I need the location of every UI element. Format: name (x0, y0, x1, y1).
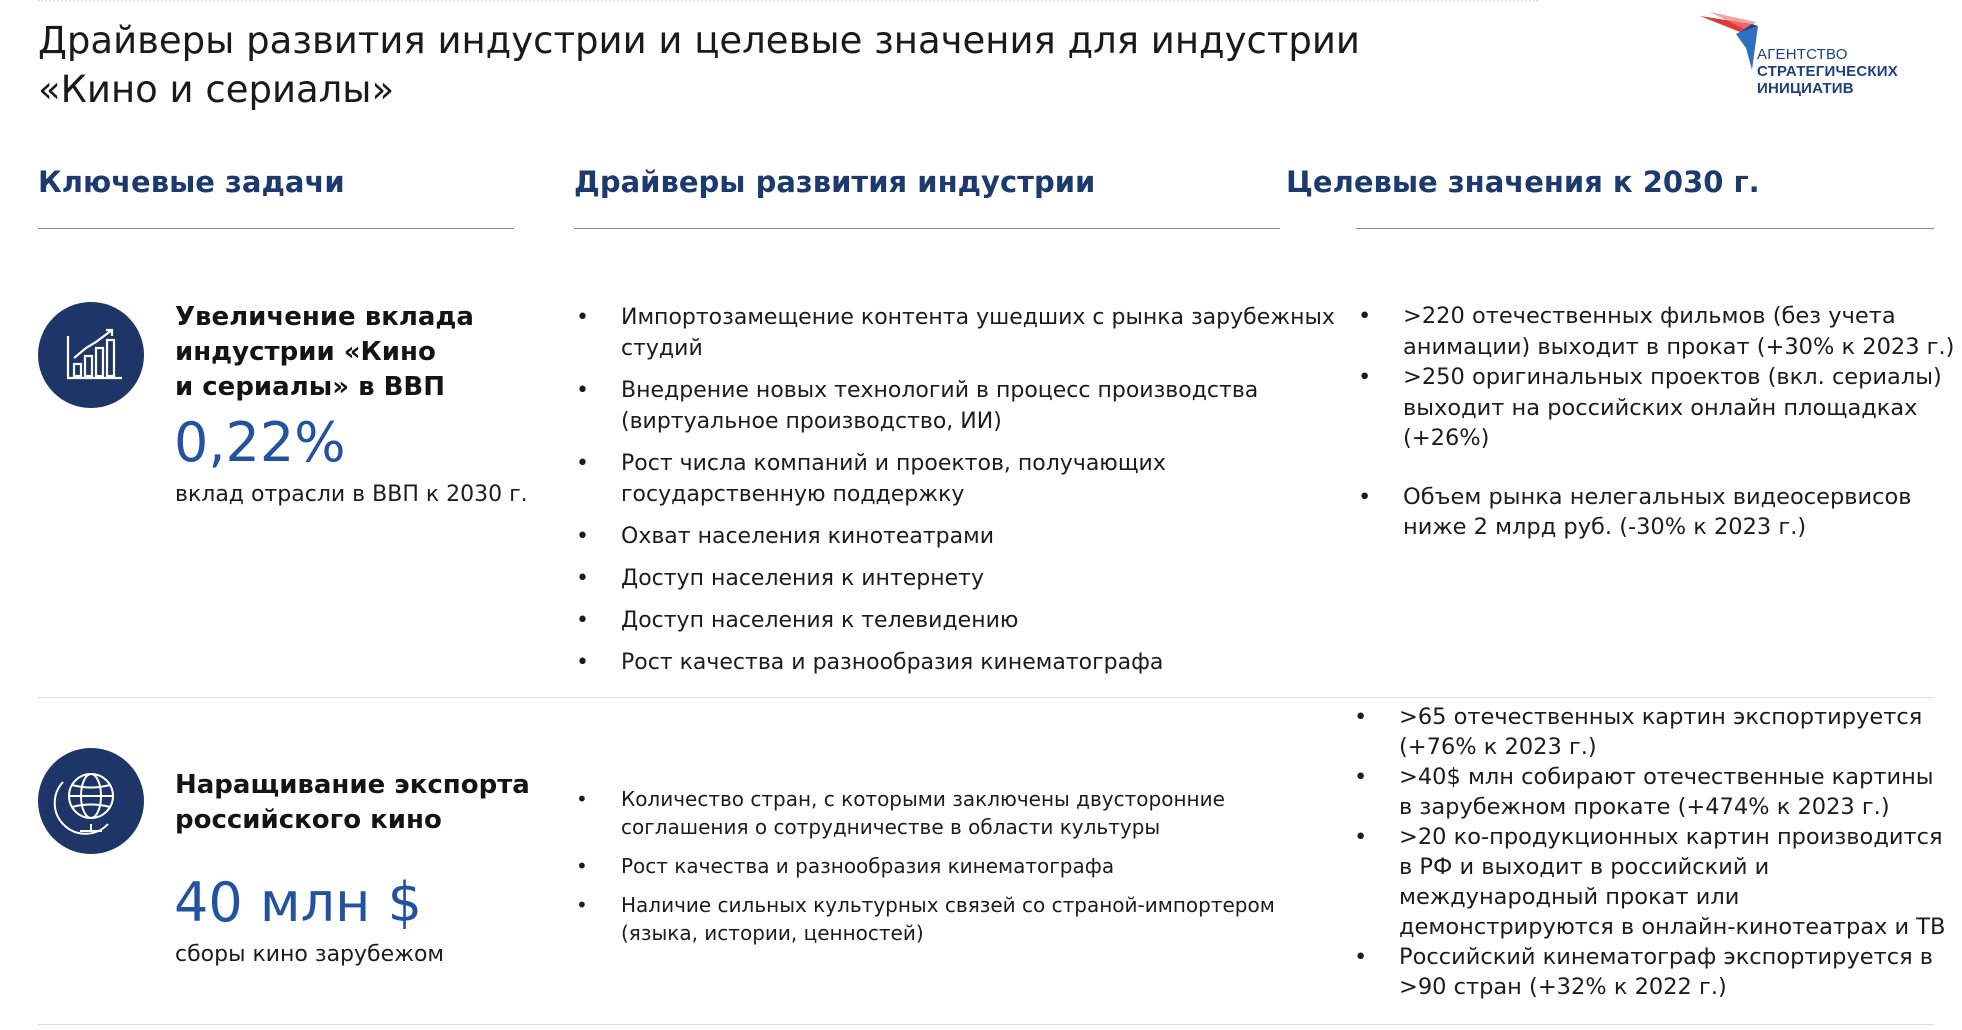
bottom-divider (38, 1024, 1934, 1025)
task-title-line: Наращивание экспорта (175, 770, 530, 800)
globe-icon (38, 748, 144, 854)
list-item: • Количество стран, с которыми заключены двусторонние соглашения о сотрудничестве в области культуры (574, 785, 1334, 841)
list-item: • Импортозамещение контента ушедших с рынка зарубежных студий (574, 302, 1344, 364)
task-title-gdp (175, 300, 474, 405)
list-item: • Внедрение новых технологий в процесс производства (виртуальное производство, ИИ) (574, 375, 1344, 437)
column-underline-targets (1356, 228, 1934, 229)
column-header-targets: Целевые значения к 2030 г. (1286, 165, 1760, 199)
list-item: • Рост числа компаний и проектов, получающих государственную поддержку (574, 448, 1344, 510)
list-item: • >220 отечественных фильмов (без учета анимации) выходит в прокат (+30% к 2023 г.) (1356, 301, 1956, 362)
task-title-line: Увеличение вклада (175, 302, 474, 332)
export-caption: сборы кино зарубежом (175, 942, 445, 967)
gdp-share-caption: вклад отрасли в ВВП к 2030 г. (175, 482, 528, 507)
task-title-export (175, 768, 530, 838)
logo-line-2: СТРАТЕГИЧЕСКИХ (1757, 63, 1898, 80)
logo-line-1: АГЕНТСТВО (1757, 46, 1848, 63)
list-item: • >65 отечественных картин экспортируется (+76% к 2023 г.) (1352, 702, 1952, 762)
list-item: • Объем рынка нелегальных видеосервисов ниже 2 млрд руб. (-30% к 2023 г.) (1356, 482, 1956, 543)
agency-logo (1700, 10, 1920, 105)
page-title-line-2: «Кино и сериалы» (38, 68, 395, 111)
list-item: • >250 оригинальных проектов (вкл. сериалы) выходит на российских онлайн площадках (+26%) (1356, 362, 1956, 454)
list-item: • Наличие сильных культурных связей со страной-импортером (языка, истории, ценностей) (574, 891, 1334, 947)
column-header-drivers: Драйверы развития индустрии (574, 165, 1096, 199)
list-item: • Охват населения кинотеатрами (574, 521, 1344, 552)
drivers-list-export (574, 785, 1334, 958)
targets-list-gdp (1356, 301, 1956, 543)
list-item: • Доступ населения к телевидению (574, 605, 1344, 636)
top-faint-line (38, 0, 1538, 6)
column-header-tasks: Ключевые задачи (38, 165, 345, 199)
list-item: • Доступ населения к интернету (574, 563, 1344, 594)
logo-line-3: ИНИЦИАТИВ (1757, 80, 1854, 97)
task-title-line: российского кино (175, 805, 442, 835)
list-item: • Рост качества и разнообразия кинематографа (574, 647, 1344, 678)
column-underline-tasks (38, 228, 514, 229)
list-item: • Российский кинематограф экспортируется в >90 стран (+32% к 2022 г.) (1352, 942, 1952, 1002)
list-item: • Рост качества и разнообразия кинематографа (574, 852, 1334, 880)
page-title (38, 16, 1360, 114)
task-title-line: и сериалы» в ВВП (175, 372, 445, 402)
bar-chart-growth-icon (38, 302, 144, 408)
targets-list-export (1352, 702, 1952, 1002)
task-title-line: индустрии «Кино (175, 337, 436, 367)
column-underline-drivers (574, 228, 1280, 229)
page-title-line-1: Драйверы развития индустрии и целевые значения для индустрии (38, 19, 1360, 62)
gdp-share-value: 0,22% (174, 411, 346, 474)
logo-text (1757, 46, 1898, 97)
row-divider (38, 697, 1934, 698)
list-item: • >40$ млн собирают отечественные картины в зарубежном прокате (+474% к 2023 г.) (1352, 762, 1952, 822)
export-value: 40 млн $ (174, 871, 422, 934)
list-item: • >20 ко-продукционных картин производится в РФ и выходит в российский и международный прокат или демонстрируются в онлайн-кинотеатрах и ТВ (1352, 822, 1952, 942)
drivers-list-gdp (574, 302, 1344, 689)
